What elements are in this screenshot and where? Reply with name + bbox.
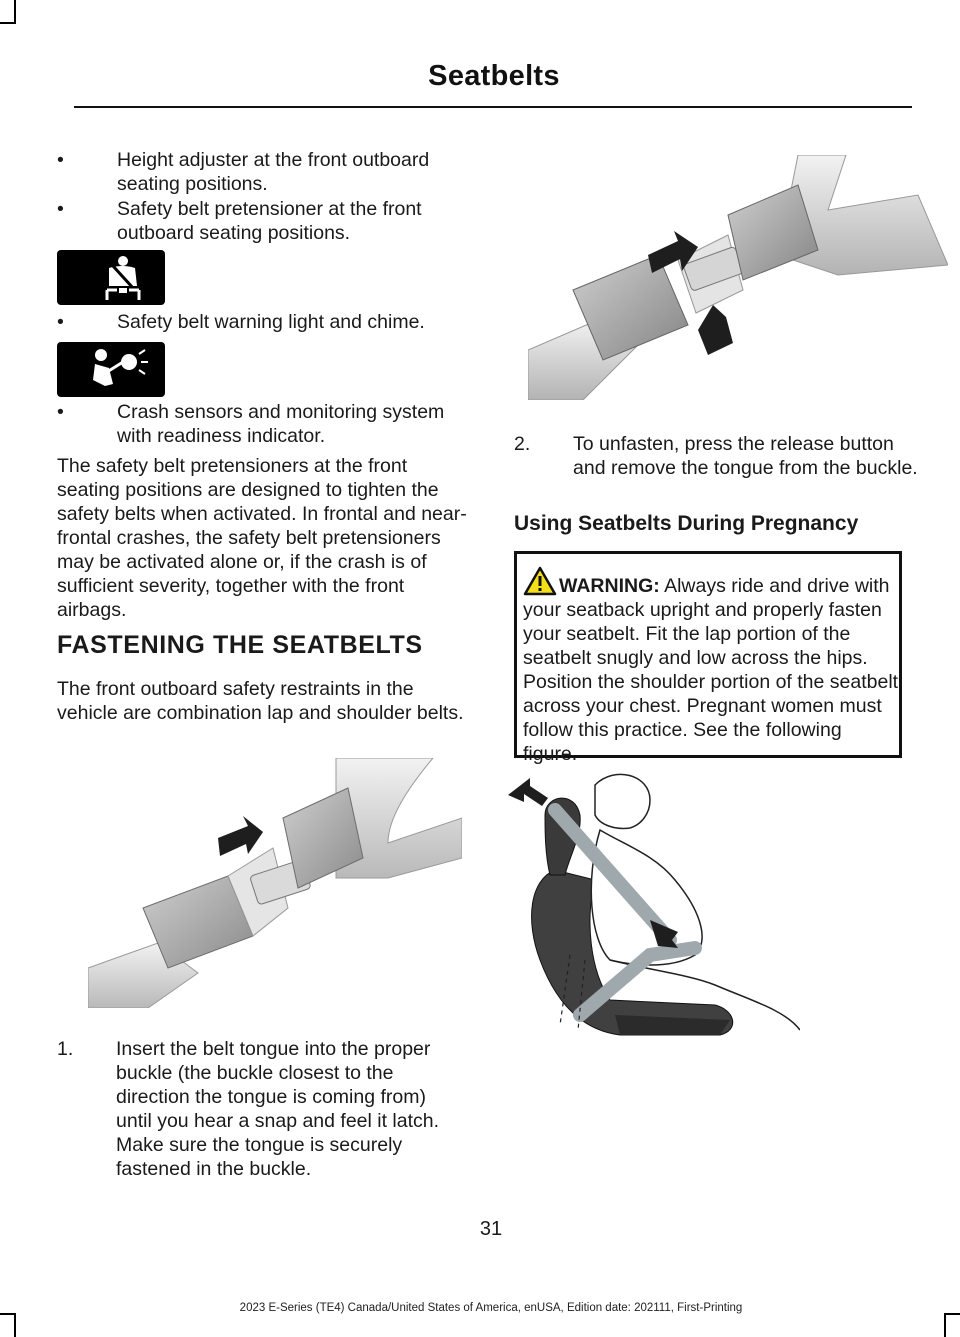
step-number: 2. [514, 433, 531, 455]
bullet-marker: • [57, 149, 64, 171]
crop-mark [0, 22, 16, 24]
intro-paragraph: The front outboard safety restraints in the vehicle are combination lap and shoulder belts. [57, 678, 464, 724]
step-text: To unfasten, press the release button and remove the tongue from the buckle. [573, 433, 918, 479]
page-title: Seatbelts [428, 60, 560, 92]
list-item-text: Safety belt warning light and chime. [117, 311, 425, 333]
bullet-marker: • [57, 198, 64, 220]
step-text: Insert the belt tongue into the proper buckle (the buckle closest to the direction the tongue is coming from) until you hear a snap and feel it latch. Make sure the tongue is securely fastened in the buckle. [116, 1038, 440, 1180]
step-number: 1. [57, 1038, 74, 1060]
seatbelt-fastening-illustration [88, 758, 462, 1008]
seatbelt-warning-icon [57, 250, 165, 305]
crop-mark [14, 1313, 16, 1337]
pregnancy-seatbelt-illustration [500, 770, 800, 1040]
list-item-text: Safety belt pretensioner at the front outboard seating positions. [117, 198, 422, 244]
warning-label: WARNING: [559, 575, 660, 597]
left-column [57, 0, 475, 1200]
crop-mark [944, 1313, 946, 1337]
warning-box [514, 551, 902, 765]
list-item-text: Height adjuster at the front outboard seating positions. [117, 149, 430, 195]
list-item-text: Crash sensors and monitoring system with readiness indicator. [117, 401, 445, 447]
airbag-readiness-icon [57, 342, 165, 397]
bullet-marker: • [57, 401, 64, 423]
section-heading: FASTENING THE SEATBELTS [57, 631, 423, 659]
edition-footer: 2023 E-Series (TE4) Canada/United States of America, enUSA, Edition date: 202111, First-Printing [239, 1302, 743, 1314]
page-number: 31 [479, 1218, 503, 1240]
pretensioner-paragraph: The safety belt pretensioners at the front seating positions are designed to tighten the safety belts when activated. In frontal and near-frontal crashes, the safety belt pretensioners may be activated alone or, if the crash is of sufficient severity, together with the front airbags. [57, 455, 467, 621]
warning-text [523, 574, 901, 766]
subheading: Using Seatbelts During Pregnancy [514, 512, 859, 535]
bullet-marker: • [57, 311, 64, 333]
warning-body: Always ride and drive with your seatback upright and properly fasten your seatbelt. Fit the lap portion of the seatbelt snugly and low across the hips. Position the shoulder portion of the seatbelt across your chest. Pregnant women must follow this practice. See the following figure. [523, 575, 899, 765]
crop-mark [14, 0, 16, 24]
